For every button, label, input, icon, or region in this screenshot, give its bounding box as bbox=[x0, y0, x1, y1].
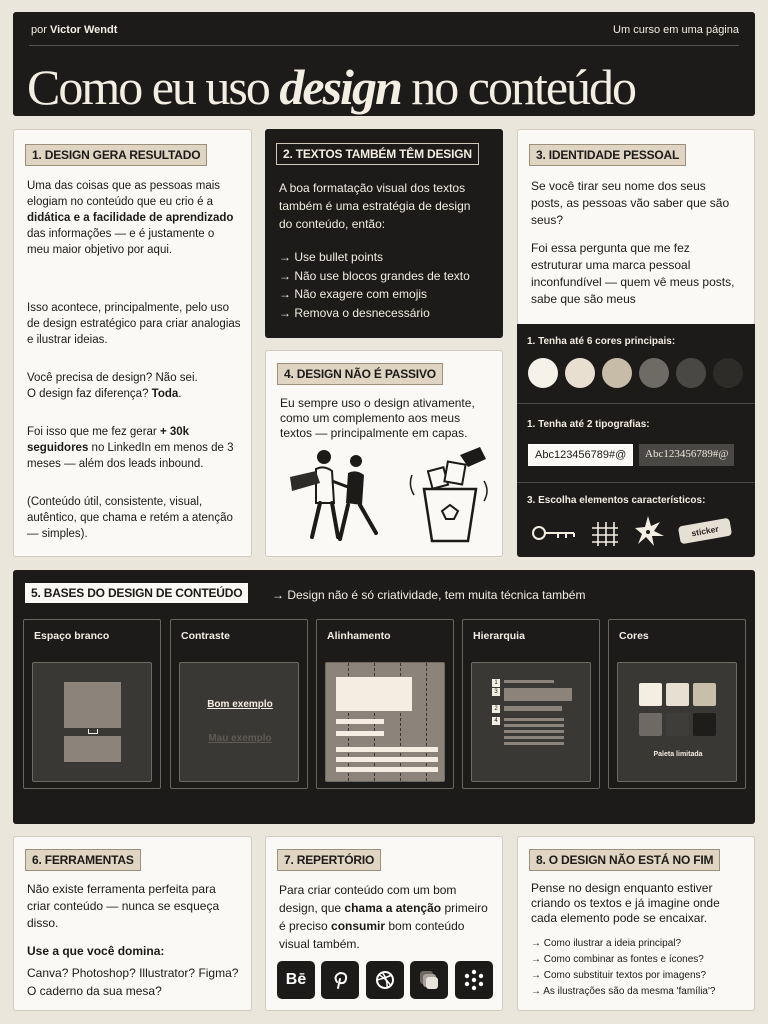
level-bar bbox=[504, 742, 564, 745]
panel-espaco-branco bbox=[23, 619, 161, 789]
card1-paragraph-5: (Conteúdo útil, consistente, visual, autêntico, que chama e retém a atenção — simples). bbox=[27, 496, 233, 540]
spacing-marker bbox=[88, 729, 98, 734]
bullet-item: → Não use blocos grandes de texto bbox=[279, 268, 470, 283]
elements-subtitle: 3. Escolha elementos característicos: bbox=[527, 495, 706, 506]
color-swatch bbox=[639, 358, 669, 388]
behance-icon[interactable]: Bē bbox=[277, 961, 315, 999]
palette-demo bbox=[617, 662, 737, 782]
layers-glyph bbox=[418, 969, 440, 991]
tagline: Um curso em uma página bbox=[613, 24, 739, 36]
colors-subtitle: 1. Tenha até 6 cores principais: bbox=[527, 336, 676, 347]
card6-paragraph-2: Use a que você domina: bbox=[27, 944, 165, 958]
level-bar bbox=[504, 730, 564, 733]
bullet-item: → Remova o desnecessário bbox=[279, 305, 430, 320]
author-line bbox=[31, 24, 117, 36]
card-title: 1. DESIGN GERA RESULTADO bbox=[25, 144, 207, 166]
number-badge: 2 bbox=[492, 705, 500, 713]
palette-swatch bbox=[666, 683, 689, 706]
bullet-item: → As ilustrações são da mesma 'família'? bbox=[531, 986, 716, 997]
bullet-item: → Use bullet points bbox=[279, 250, 384, 264]
text-line bbox=[336, 757, 438, 762]
number-badge: 1 bbox=[492, 679, 500, 687]
divider bbox=[517, 403, 755, 404]
bullet-item: → Como ilustrar a ideia principal? bbox=[531, 938, 682, 949]
card1-paragraph-1: Uma das coisas que as pessoas mais elogiam no conteúdo que eu crio é a didática e a facilidade de aprendizado das informações — e é justamente o meu maior objetivo por aqui. bbox=[27, 180, 234, 256]
block bbox=[64, 736, 121, 762]
color-swatch bbox=[528, 358, 558, 388]
card-title: 6. FERRAMENTAS bbox=[25, 849, 141, 871]
fonts-subtitle: 1. Tenha até 2 tipografias: bbox=[527, 419, 650, 430]
level-bar bbox=[504, 736, 564, 739]
hierarchy-demo bbox=[471, 662, 591, 782]
title-part-1: Como eu uso bbox=[27, 59, 280, 115]
palette-caption: Paleta limitada bbox=[653, 751, 703, 758]
bullet-item: → Como substituir textos por imagens? bbox=[531, 970, 707, 981]
level-bar bbox=[504, 680, 554, 683]
card1-paragraph-4: Foi isso que me fez gerar + 30k seguidores no LinkedIn em menos de 3 meses — além dos leads inbound. bbox=[27, 426, 234, 470]
palette-swatch bbox=[639, 683, 662, 706]
palette-swatch bbox=[693, 713, 716, 736]
panel-title: Espaço branco bbox=[34, 630, 110, 642]
panel-title: Alinhamento bbox=[327, 630, 391, 642]
title-emphasis: design bbox=[279, 59, 401, 115]
level-bar bbox=[504, 688, 572, 701]
card-title: 4. DESIGN NÃO É PASSIVO bbox=[277, 363, 443, 385]
card1-paragraph-3: Você precisa de design? Não sei. O design faz diferença? Toda. bbox=[27, 372, 198, 400]
card-design-nao-passivo bbox=[265, 350, 503, 557]
card-title: 3. IDENTIDADE PESSOAL bbox=[529, 144, 686, 166]
card-textos-design bbox=[265, 129, 503, 338]
page-title bbox=[27, 58, 635, 116]
block bbox=[64, 682, 121, 728]
by-prefix: por bbox=[31, 24, 47, 36]
panel-contraste bbox=[170, 619, 308, 789]
color-swatch bbox=[676, 358, 706, 388]
text-line bbox=[336, 767, 438, 772]
whitespace-demo bbox=[32, 662, 152, 782]
section-subtitle: → Design não é só criatividade, tem muita técnica também bbox=[272, 588, 586, 602]
font-sample-sans: Abc123456789#@ bbox=[528, 444, 633, 466]
card-title: 7. REPERTÓRIO bbox=[277, 849, 381, 871]
card8-intro: Pense no design enquanto estiver criando os textos e já imagine onde cada elemento pode se encaixar. bbox=[531, 881, 720, 925]
author-name: Victor Wendt bbox=[49, 24, 118, 36]
pinterest-glyph bbox=[330, 970, 350, 990]
dribbble-icon[interactable] bbox=[366, 961, 404, 999]
dots-glyph bbox=[463, 969, 485, 991]
card-identidade-pessoal bbox=[517, 129, 755, 325]
font-sample-serif: Abc123456789#@ bbox=[639, 444, 734, 466]
card3-paragraph-1: Se você tirar seu nome dos seus posts, as pessoas vão saber que são seus? bbox=[531, 179, 730, 227]
color-swatch bbox=[602, 358, 632, 388]
dots-icon[interactable] bbox=[455, 961, 493, 999]
bullet-item: → Como combinar as fontes e ícones? bbox=[531, 954, 704, 965]
card4-text: Eu sempre uso o design ativamente, como um complemento aos meus textos — principalmente em capas. bbox=[280, 396, 475, 440]
card1-paragraph-2: Isso acontece, principalmente, pelo uso de design estratégico para criar analogias e ilustrar ideias. bbox=[27, 302, 241, 346]
card-design-nao-esta-no-fim bbox=[517, 836, 755, 1011]
splash-icon bbox=[634, 514, 666, 548]
panel-title: Contraste bbox=[181, 630, 231, 642]
section-title: 5. BASES DO DESIGN DE CONTEÚDO bbox=[24, 582, 249, 604]
card3-paragraph-2: Foi essa pergunta que me fez estruturar uma marca pessoal inconfundível — quem vê meus posts, sabe que são meus bbox=[531, 241, 735, 306]
panel-hierarquia bbox=[462, 619, 600, 789]
color-swatch bbox=[565, 358, 595, 388]
card6-paragraph-1: Não existe ferramenta perfeita para criar conteúdo — nunca se esqueça disso. bbox=[27, 882, 220, 930]
people-illustration bbox=[286, 447, 390, 547]
text-line bbox=[336, 747, 438, 752]
card-title: 8. O DESIGN NÃO ESTÁ NO FIM bbox=[529, 849, 720, 871]
card-ferramentas bbox=[13, 836, 252, 1011]
good-example: Bom exemplo bbox=[207, 699, 273, 710]
header-divider bbox=[29, 45, 739, 46]
key-icon bbox=[530, 522, 578, 544]
panel-title: Cores bbox=[619, 630, 649, 642]
card7-text: Para criar conteúdo com um bom design, que chama a atenção primeiro é preciso consumir bom conteúdo visual também. bbox=[279, 883, 488, 951]
image-block bbox=[336, 677, 412, 711]
palette-swatch bbox=[639, 713, 662, 736]
contrast-demo bbox=[179, 662, 299, 782]
header bbox=[13, 12, 755, 116]
level-bar bbox=[504, 724, 564, 727]
alignment-demo bbox=[325, 662, 445, 782]
card-design-gera-resultado bbox=[13, 129, 252, 557]
pinterest-icon[interactable] bbox=[321, 961, 359, 999]
number-badge: 4 bbox=[492, 717, 500, 725]
column-guide bbox=[426, 663, 427, 781]
card8-bullets bbox=[531, 936, 751, 1000]
sticker-label: sticker bbox=[690, 523, 720, 539]
level-bar bbox=[504, 718, 564, 721]
palette-swatch bbox=[666, 713, 689, 736]
bullet-item: → Não exagere com emojis bbox=[279, 287, 428, 301]
layers-icon[interactable] bbox=[410, 961, 448, 999]
divider bbox=[517, 482, 755, 483]
title-part-2: no conteúdo bbox=[400, 59, 636, 115]
level-bar bbox=[504, 706, 562, 711]
card2-intro: A boa formatação visual dos textos também é uma estratégia de design do conteúdo, então: bbox=[279, 181, 471, 231]
trash-illustration bbox=[406, 445, 490, 545]
text-line bbox=[336, 731, 384, 736]
dribbble-glyph bbox=[375, 970, 395, 990]
color-swatch bbox=[713, 358, 743, 388]
panel-cores bbox=[608, 619, 746, 789]
card-title: 2. TEXTOS TAMBÉM TÊM DESIGN bbox=[276, 143, 479, 165]
grid-icon bbox=[590, 520, 620, 548]
palette-swatch bbox=[693, 683, 716, 706]
card2-bullets bbox=[279, 248, 499, 322]
panel-title: Hierarquia bbox=[473, 630, 525, 642]
text-line bbox=[336, 719, 384, 724]
panel-alinhamento bbox=[316, 619, 454, 789]
bad-example: Mau exemplo bbox=[208, 733, 272, 744]
number-badge: 3 bbox=[492, 688, 500, 696]
card6-paragraph-3: Canva? Photoshop? Illustrator? Figma? O caderno da sua mesa? bbox=[27, 966, 239, 998]
